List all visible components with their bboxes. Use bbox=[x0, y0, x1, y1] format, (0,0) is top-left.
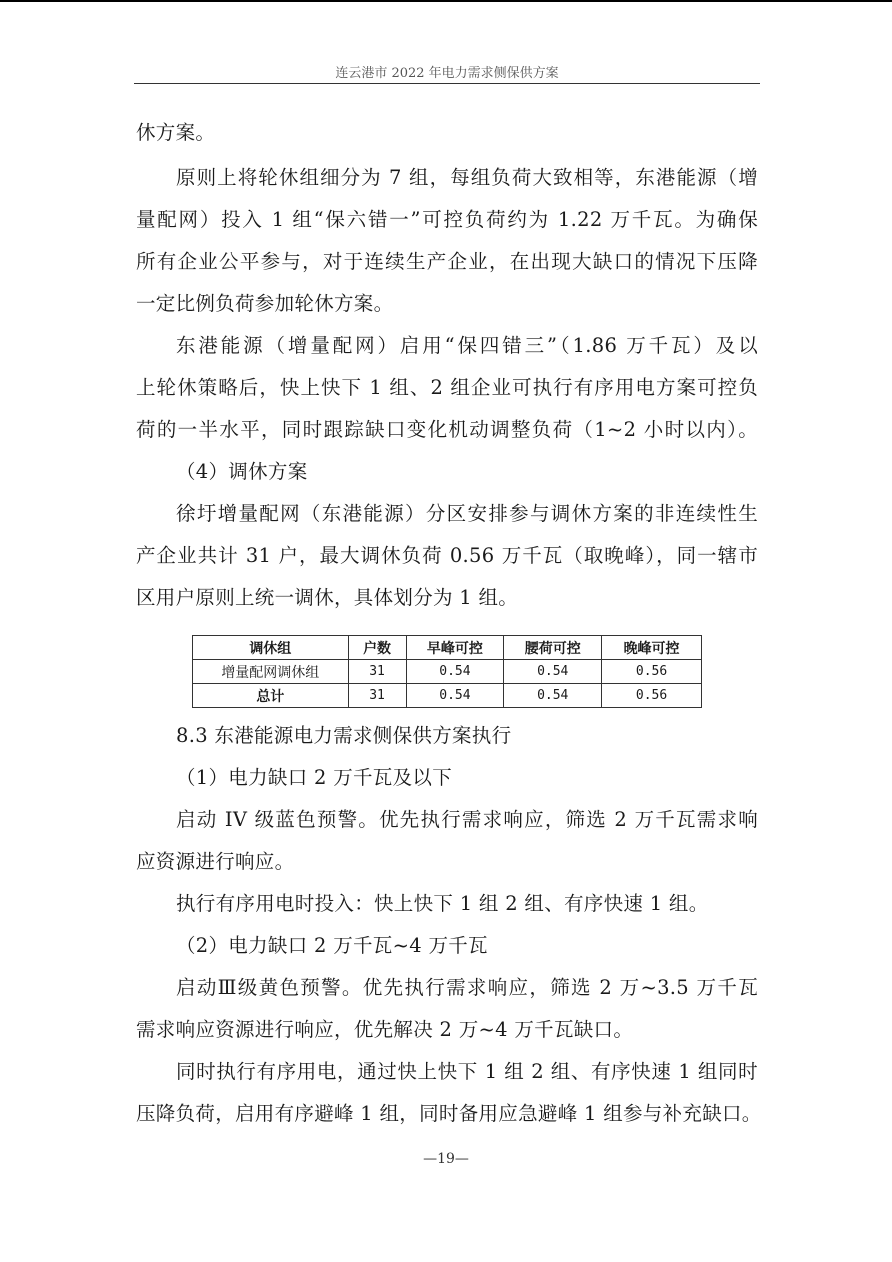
section-heading: （2）电力缺口 2 万千瓦~4 万千瓦 bbox=[176, 934, 488, 957]
paragraph-line: 一定比例负荷参加轮休方案。 bbox=[136, 292, 394, 315]
table-cell: 增量配网调休组 bbox=[193, 660, 349, 684]
table-header-cell: 调休组 bbox=[193, 636, 349, 660]
table-cell: 0.54 bbox=[406, 660, 504, 684]
paragraph-line: 原则上将轮休组细分为 7 组，每组负荷大致相等，东港能源（增 bbox=[176, 166, 758, 189]
table-cell: 31 bbox=[348, 660, 406, 684]
section-heading: （1）电力缺口 2 万千瓦及以下 bbox=[176, 766, 453, 789]
paragraph-line: 所有企业公平参与，对于连续生产企业，在出现大缺口的情况下压降 bbox=[136, 250, 758, 273]
paragraph-line: 区用户原则上统一调休，具体划分为 1 组。 bbox=[136, 586, 519, 609]
leave-group-table bbox=[192, 635, 702, 708]
paragraph-line: 荷的一半水平，同时跟踪缺口变化机动调整负荷（1~2 小时以内）。 bbox=[136, 418, 758, 441]
table-cell: 31 bbox=[348, 684, 406, 708]
paragraph-line: 启动 IV 级蓝色预警。优先执行需求响应，筛选 2 万千瓦需求响 bbox=[176, 808, 758, 831]
header-rule bbox=[134, 83, 760, 84]
paragraph-line: 产企业共计 31 户，最大调休负荷 0.56 万千瓦（取晚峰），同一辖市 bbox=[136, 544, 758, 567]
paragraph-line: 同时执行有序用电，通过快上快下 1 组 2 组、有序快速 1 组同时 bbox=[176, 1060, 758, 1083]
page-top-border bbox=[0, 0, 892, 2]
table-header-cell: 早峰可控 bbox=[406, 636, 504, 660]
paragraph-line: 执行有序用电时投入：快上快下 1 组 2 组、有序快速 1 组。 bbox=[176, 892, 709, 915]
table-row bbox=[193, 660, 702, 684]
table-total-row bbox=[193, 684, 702, 708]
paragraph-line: 量配网）投入 1 组“保六错一”可控负荷约为 1.22 万千瓦。为确保 bbox=[136, 208, 758, 231]
paragraph-line: 启动Ⅲ级黄色预警。优先执行需求响应，筛选 2 万~3.5 万千瓦 bbox=[176, 976, 758, 999]
paragraph-line: 上轮休策略后，快上快下 1 组、2 组企业可执行有序用电方案可控负 bbox=[136, 376, 758, 399]
table-cell: 总计 bbox=[193, 684, 349, 708]
table-header-cell: 晚峰可控 bbox=[602, 636, 702, 660]
page-header-title: 连云港市 2022 年电力需求侧保供方案 bbox=[335, 66, 559, 81]
section-heading: 8.3 东港能源电力需求侧保供方案执行 bbox=[176, 724, 512, 747]
paragraph-line: 应资源进行响应。 bbox=[136, 850, 295, 873]
table-header-cell: 户数 bbox=[348, 636, 406, 660]
paragraph-line: 东港能源（增量配网）启用“保四错三”（1.86 万千瓦）及以 bbox=[176, 334, 758, 357]
table-cell: 0.54 bbox=[406, 684, 504, 708]
paragraph-line: 休方案。 bbox=[136, 121, 216, 144]
table-cell: 0.56 bbox=[602, 684, 702, 708]
section-heading: （4）调休方案 bbox=[176, 460, 308, 483]
table-cell: 0.54 bbox=[504, 684, 602, 708]
table-header-row bbox=[193, 636, 702, 660]
paragraph-line: 压降负荷，启用有序避峰 1 组，同时备用应急避峰 1 组参与补充缺口。 bbox=[136, 1102, 762, 1125]
paragraph-line: 徐圩增量配网（东港能源）分区安排参与调休方案的非连续性生 bbox=[176, 502, 758, 525]
table-header-cell: 腰荷可控 bbox=[504, 636, 602, 660]
table-cell: 0.54 bbox=[504, 660, 602, 684]
table-cell: 0.56 bbox=[602, 660, 702, 684]
paragraph-line: 需求响应资源进行响应，优先解决 2 万~4 万千瓦缺口。 bbox=[136, 1018, 634, 1041]
page-number: —19— bbox=[423, 1151, 469, 1167]
